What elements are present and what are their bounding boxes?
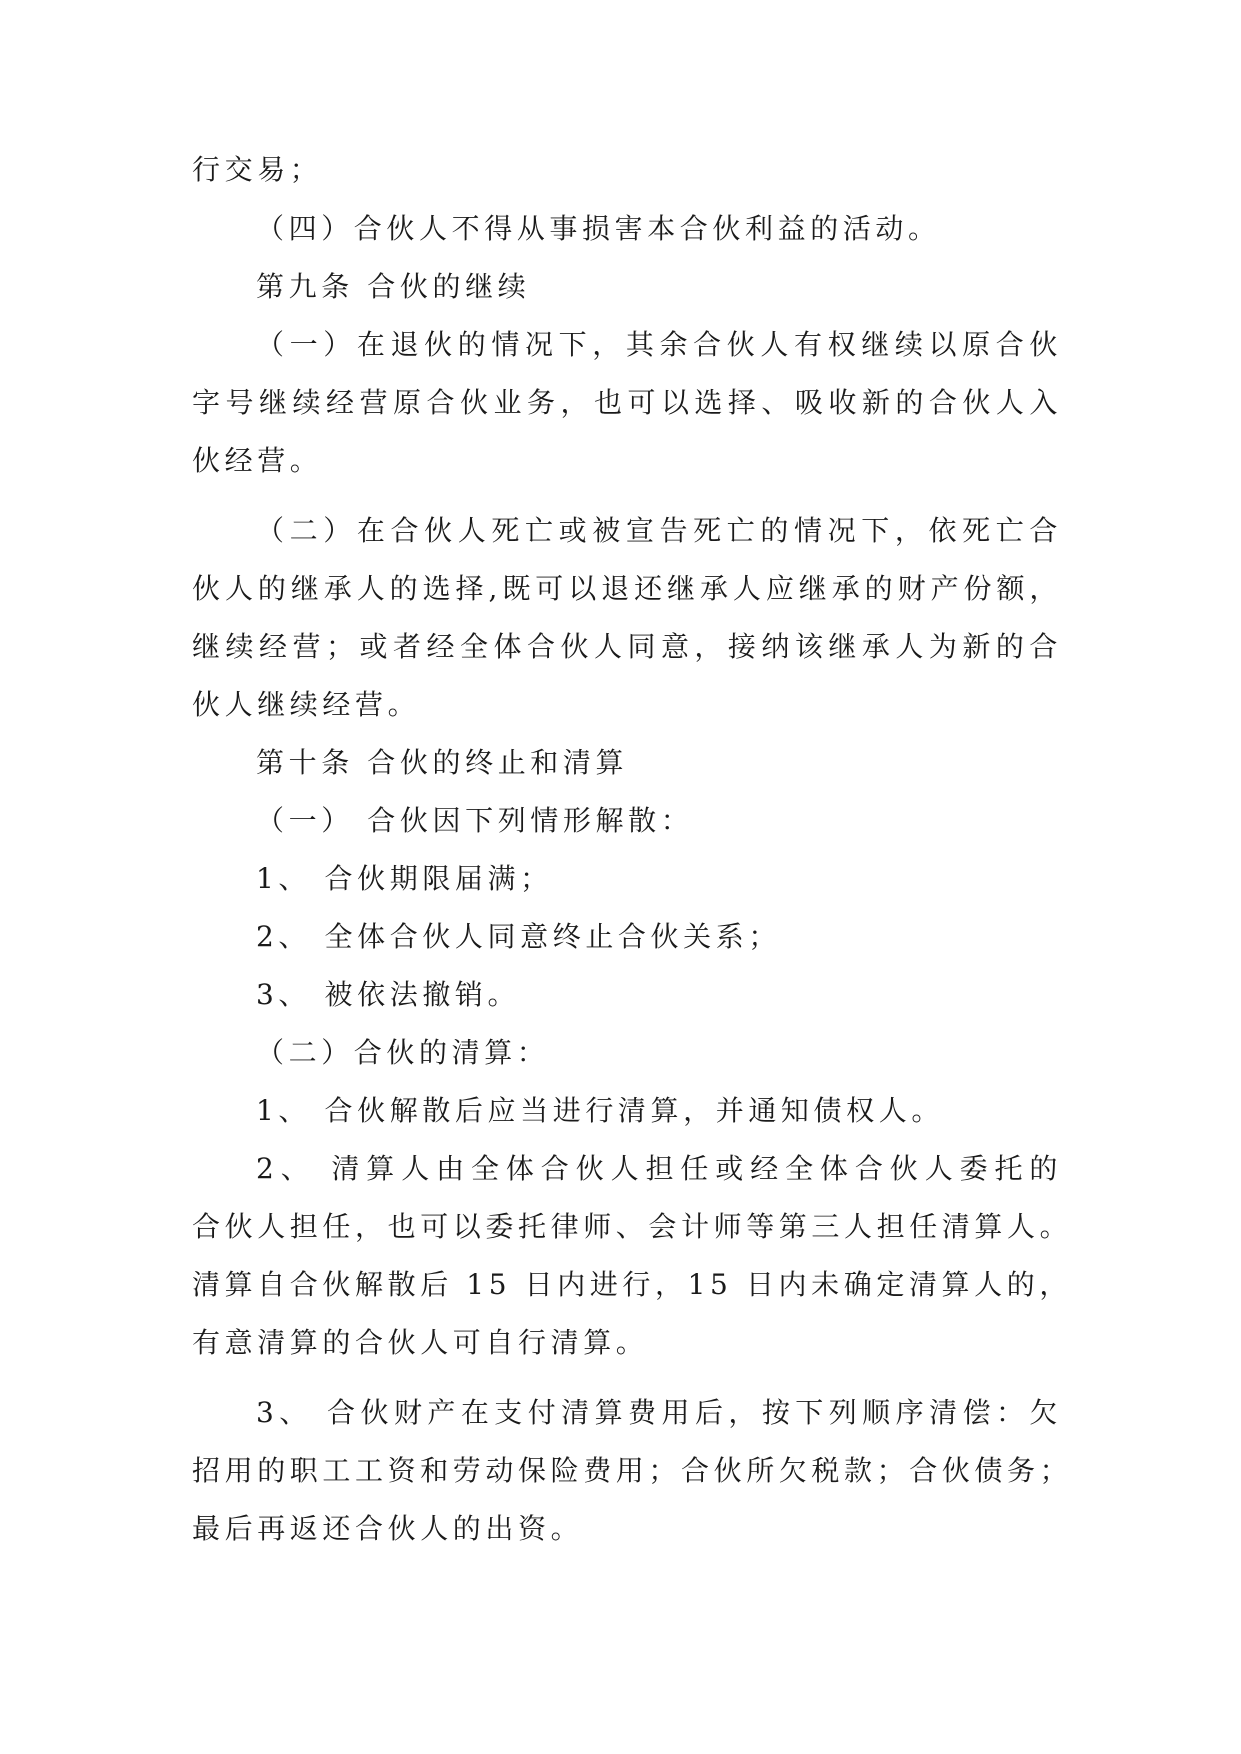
text-line: 伙经营。 [192, 444, 323, 477]
text-line: 合伙人担任，也可以委托律师、会计师等第三人担任清算人。 [192, 1210, 1073, 1243]
text-line: 有意清算的合伙人可自行清算。 [192, 1326, 649, 1359]
text-line: 伙人继续经营。 [192, 688, 421, 721]
list-item: 3、 被依法撤销。 [256, 978, 521, 1011]
text-line: 招用的职工工资和劳动保险费用；合伙所欠税款；合伙债务； [192, 1454, 1073, 1487]
text-line: 清算自合伙解散后 15 日内进行，15 日内未确定清算人的， [192, 1268, 1072, 1301]
list-item: 1、 合伙期限届满； [256, 862, 553, 895]
text-line: 最后再返还合伙人的出资。 [192, 1512, 584, 1545]
section-heading: 第九条 合伙的继续 [256, 270, 531, 303]
text-line: 伙人的继承人的选择,既可以退还继承人应继承的财产份额， [192, 572, 1062, 605]
text-line: 字号继续经营原合伙业务，也可以选择、吸收新的合伙人入 [192, 386, 1062, 419]
text-line: 继续经营；或者经全体合伙人同意，接纳该继承人为新的合 [192, 630, 1062, 663]
list-item: 2、 全体合伙人同意终止合伙关系； [256, 920, 781, 953]
text-line: （四）合伙人不得从事损害本合伙利益的活动。 [256, 212, 941, 245]
list-item: 3、 合伙财产在支付清算费用后，按下列顺序清偿：欠 [256, 1396, 1062, 1429]
list-item: 2、 清算人由全体合伙人担任或经全体合伙人委托的 [256, 1152, 1062, 1185]
list-item: 1、 合伙解散后应当进行清算，并通知债权人。 [256, 1094, 944, 1127]
text-line: （一）在退伙的情况下，其余合伙人有权继续以原合伙 [256, 328, 1062, 361]
text-line: 行交易； [192, 153, 323, 186]
text-line: （二）在合伙人死亡或被宣告死亡的情况下，依死亡合 [256, 514, 1062, 547]
text-line: （二）合伙的清算： [256, 1036, 550, 1069]
text-line: （一） 合伙因下列情形解散： [256, 804, 694, 837]
section-heading: 第十条 合伙的终止和清算 [256, 746, 629, 779]
